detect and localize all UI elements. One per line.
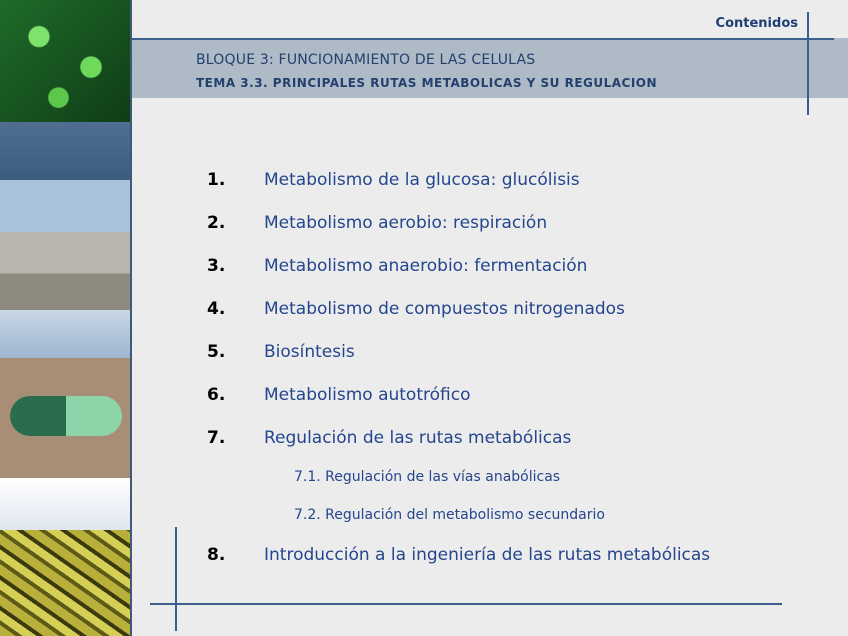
sky-panel (0, 310, 130, 358)
item-label: Metabolismo de compuestos nitrogenados (264, 299, 625, 319)
divider-right (807, 12, 809, 115)
divider-bottom (150, 603, 782, 605)
item-label: Metabolismo aerobio: respiración (264, 213, 548, 233)
topic-title: TEMA 3.3. PRINCIPALES RUTAS METABOLICAS Y SU REGULACION (196, 76, 658, 90)
item-number: 6. (207, 385, 226, 405)
item-number: 1. (207, 170, 226, 190)
item-number: 8. (207, 545, 226, 565)
item-label: Introducción a la ingeniería de las rutas metabólicas (264, 545, 711, 565)
item-label: Regulación de las rutas metabólicas (264, 428, 572, 448)
item-number: 4. (207, 299, 226, 319)
item-label: Metabolismo autotrófico (264, 385, 471, 405)
block-title: BLOQUE 3: FUNCIONAMIENTO DE LAS CELULAS (196, 52, 536, 68)
bacteria-image (0, 530, 130, 636)
item-number: 3. (207, 256, 226, 276)
capsule-icon (10, 396, 122, 436)
capsule-image (0, 358, 130, 478)
divider-bottom-vertical (175, 527, 177, 631)
image-sidebar (0, 0, 132, 636)
blue-panel (0, 122, 130, 180)
item-number: 2. (207, 213, 226, 233)
item-label: Metabolismo de la glucosa: glucólisis (264, 170, 580, 190)
subitem-label: 7.1. Regulación de las vías anabólicas (294, 469, 561, 485)
industrial-plant-image (0, 180, 130, 310)
white-panel (0, 478, 130, 530)
item-label: Biosíntesis (264, 342, 355, 362)
item-number: 5. (207, 342, 226, 362)
subitem-label: 7.2. Regulación del metabolismo secundario (294, 507, 605, 523)
divider-top (132, 38, 834, 40)
item-label: Metabolismo anaerobio: fermentación (264, 256, 588, 276)
cells-image (0, 0, 130, 122)
item-number: 7. (207, 428, 226, 448)
section-title: Contenidos (715, 16, 798, 31)
